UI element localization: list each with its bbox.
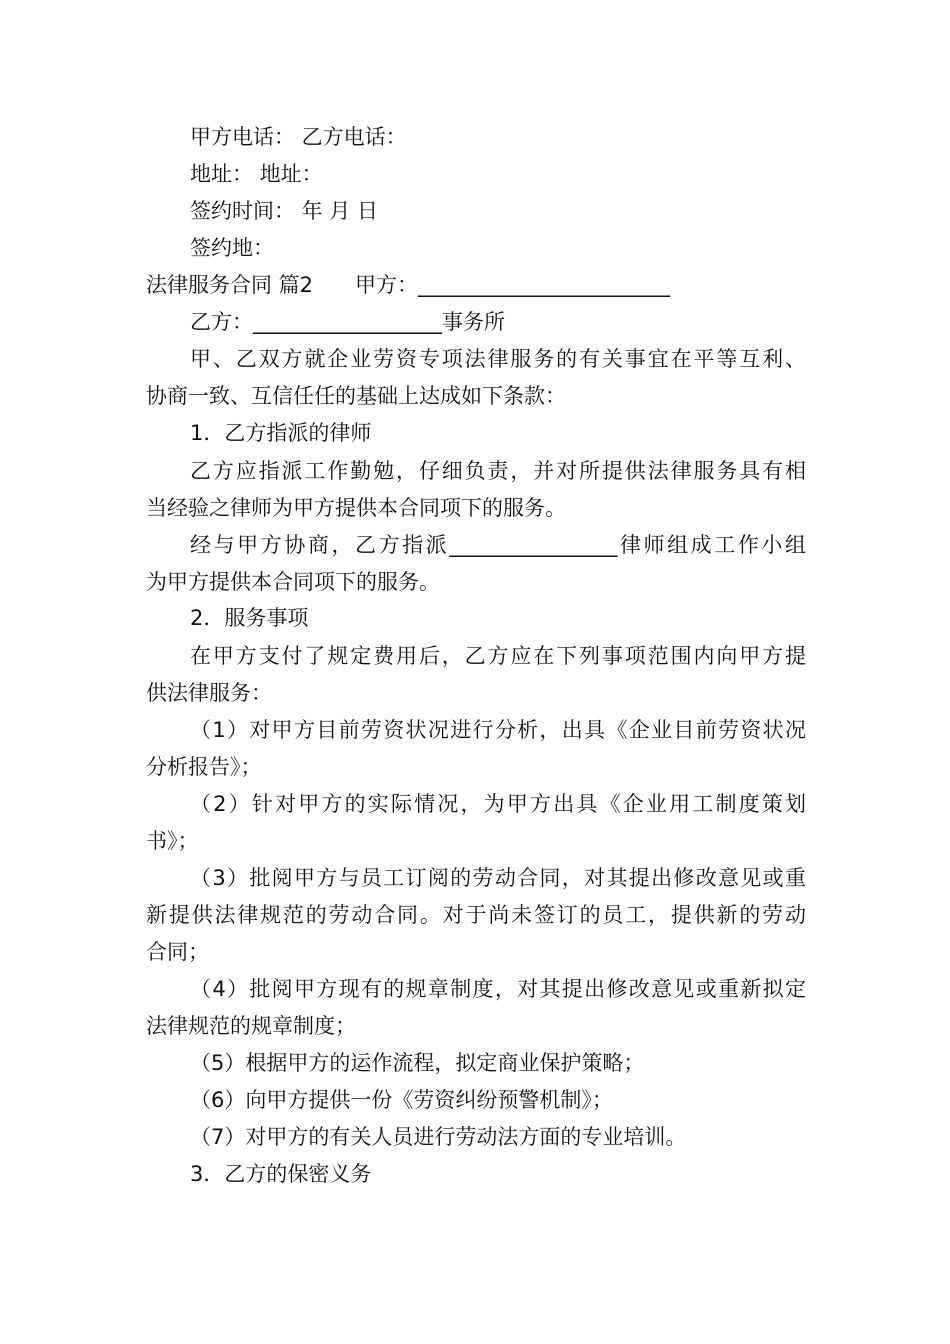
paragraph-line: 为甲方提供本合同项下的服务。 — [146, 570, 440, 594]
list-item: （3）批阅甲方与员工订阅的劳动合同，对其提出修改意见或重 — [190, 866, 806, 890]
list-item-cont: 分析报告》； — [146, 755, 262, 779]
paragraph-line: 供法律服务： — [146, 681, 272, 705]
list-item: （2）针对甲方的实际情况，为甲方出具《企业用工制度策划 — [190, 792, 806, 816]
list-item-cont: 合同； — [146, 940, 209, 964]
paragraph-line: 经与甲方协商，乙方指派________________律师组成工作小组 — [190, 533, 806, 557]
section-heading: 1．乙方指派的律师 — [190, 421, 372, 445]
section-heading: 3．乙方的保密义务 — [190, 1162, 372, 1186]
party-phone-line: 甲方电话： 乙方电话： — [190, 125, 407, 149]
sign-date-line: 签约时间： 年 月 日 — [190, 199, 379, 223]
list-item: （6）向甲方提供一份《劳资纠纷预警机制》； — [190, 1088, 613, 1112]
list-item: （1）对甲方目前劳资状况进行分析，出具《企业目前劳资状况 — [190, 718, 806, 742]
paragraph-line: 在甲方支付了规定费用后，乙方应在下列事项范围内向甲方提 — [190, 644, 806, 668]
paragraph-line: 当经验之律师为甲方提供本合同项下的服务。 — [146, 496, 566, 520]
list-item: （7）对甲方的有关人员进行劳动法方面的专业培训。 — [190, 1125, 687, 1149]
paragraph-line: 协商一致、互信任任的基础上达成如下条款： — [146, 384, 566, 408]
list-item: （4）批阅甲方现有的规章制度，对其提出修改意见或重新拟定 — [190, 977, 806, 1001]
list-item-cont: 法律规范的规章制度； — [146, 1014, 356, 1038]
sign-place-line: 签约地： — [190, 236, 274, 260]
list-item: （5）根据甲方的运作流程，拟定商业保护策略； — [190, 1051, 645, 1075]
section-heading: 2．服务事项 — [190, 606, 309, 630]
contract-title-line: 法律服务合同 篇2 甲方：________________________ — [146, 273, 671, 297]
list-item-cont: 书》； — [146, 829, 199, 853]
address-line: 地址： 地址： — [190, 162, 323, 186]
paragraph-line: 甲、乙双方就企业劳资专项法律服务的有关事宜在平等互利、 — [190, 347, 806, 371]
paragraph-line: 乙方应指派工作勤勉，仔细负责，并对所提供法律服务具有相 — [190, 459, 806, 483]
party-b-line: 乙方：__________________事务所 — [190, 310, 505, 334]
list-item-cont: 新提供法律规范的劳动合同。对于尚未签订的员工，提供新的劳动 — [146, 903, 806, 927]
